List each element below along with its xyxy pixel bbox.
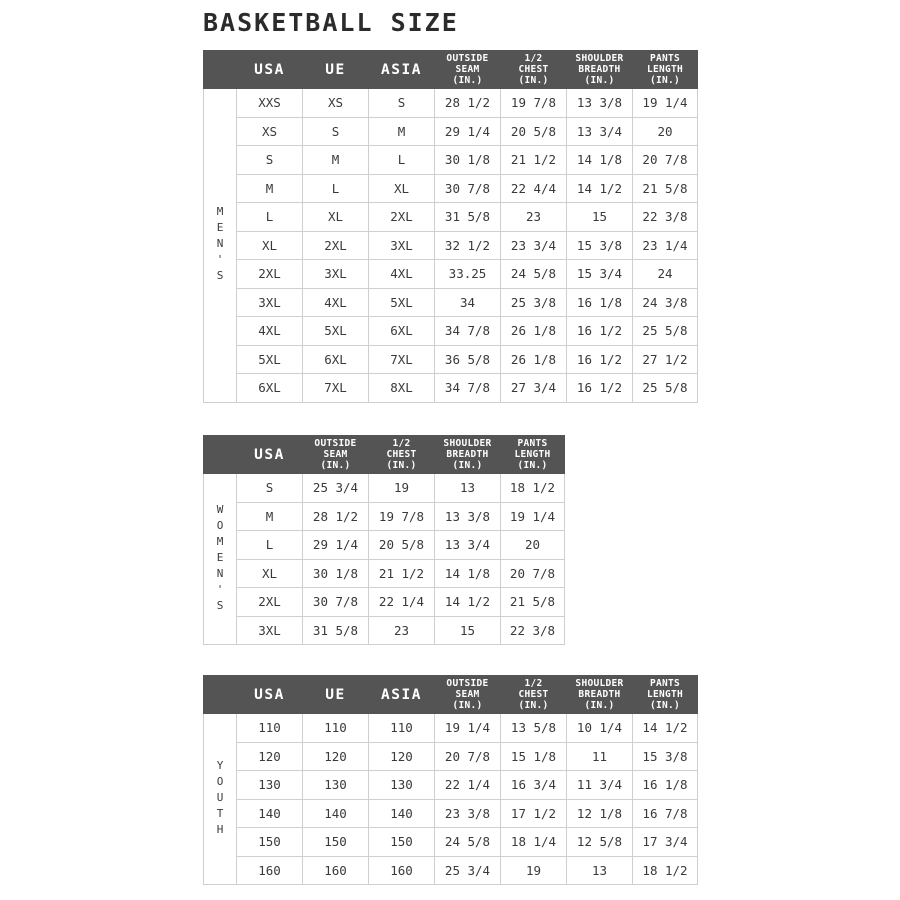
table-cell: 21 1/2 bbox=[369, 559, 435, 588]
column-header-sublabel: SEAM bbox=[455, 689, 480, 700]
table-cell: 20 bbox=[501, 531, 565, 560]
table-cell: 2XL bbox=[303, 231, 369, 260]
table-cell: 23 bbox=[501, 203, 567, 232]
table-cell: 31 5/8 bbox=[303, 616, 369, 645]
table-cell: XL bbox=[369, 174, 435, 203]
table-cell: 14 1/2 bbox=[435, 588, 501, 617]
table-cell: S bbox=[237, 146, 303, 175]
table-cell: 14 1/2 bbox=[567, 174, 633, 203]
column-header-label: ASIA bbox=[381, 686, 422, 703]
table-cell: 15 bbox=[435, 616, 501, 645]
table-cell: M bbox=[369, 117, 435, 146]
table-cell: 19 7/8 bbox=[501, 89, 567, 118]
mens-table-header bbox=[204, 51, 698, 89]
table-cell: XL bbox=[303, 203, 369, 232]
mens-column-header bbox=[237, 51, 303, 89]
table-cell: 19 7/8 bbox=[369, 502, 435, 531]
youth-column-header bbox=[567, 676, 633, 714]
table-cell: 15 1/8 bbox=[501, 742, 567, 771]
table-row bbox=[204, 799, 698, 828]
table-cell: 34 7/8 bbox=[435, 317, 501, 346]
youth-group-label bbox=[204, 714, 237, 885]
column-header-sublabel: BREADTH bbox=[578, 689, 621, 700]
table-row bbox=[204, 828, 698, 857]
table-cell: 19 bbox=[501, 856, 567, 885]
table-cell: 24 3/8 bbox=[633, 288, 698, 317]
table-cell: 130 bbox=[303, 771, 369, 800]
table-cell: 30 1/8 bbox=[303, 559, 369, 588]
table-row bbox=[204, 588, 565, 617]
table-row bbox=[204, 288, 698, 317]
table-cell: 15 3/8 bbox=[633, 742, 698, 771]
table-cell: 120 bbox=[237, 742, 303, 771]
table-cell: 130 bbox=[369, 771, 435, 800]
column-header-sublabel: (IN.) bbox=[452, 460, 483, 471]
table-cell: 14 1/2 bbox=[633, 714, 698, 743]
column-header-label: 1/2 bbox=[524, 678, 543, 689]
page-title: BASKETBALL SIZE bbox=[203, 8, 459, 37]
table-cell: 15 3/8 bbox=[567, 231, 633, 260]
table-cell: 30 7/8 bbox=[435, 174, 501, 203]
youth-table-header bbox=[204, 676, 698, 714]
table-cell: 16 1/2 bbox=[567, 317, 633, 346]
column-header-sublabel: BREADTH bbox=[446, 449, 489, 460]
table-cell: 160 bbox=[303, 856, 369, 885]
table-cell: 4XL bbox=[369, 260, 435, 289]
table-row bbox=[204, 742, 698, 771]
mens-header-corner bbox=[204, 51, 237, 89]
youth-column-header bbox=[501, 676, 567, 714]
table-cell: 150 bbox=[303, 828, 369, 857]
table-cell: 140 bbox=[237, 799, 303, 828]
column-header-sublabel: CHEST bbox=[386, 449, 417, 460]
table-cell: 2XL bbox=[369, 203, 435, 232]
table-cell: 8XL bbox=[369, 374, 435, 403]
header-row bbox=[204, 51, 698, 89]
group-label-text: YOUTH bbox=[213, 759, 227, 839]
table-cell: 29 1/4 bbox=[435, 117, 501, 146]
youth-header-corner bbox=[204, 676, 237, 714]
mens-size-table bbox=[203, 50, 698, 403]
column-header-label: PANTS bbox=[649, 53, 681, 64]
table-cell: L bbox=[369, 146, 435, 175]
table-cell: 7XL bbox=[369, 345, 435, 374]
table-cell: 21 5/8 bbox=[633, 174, 698, 203]
table-cell: 19 1/4 bbox=[633, 89, 698, 118]
youth-column-header bbox=[303, 676, 369, 714]
table-cell: 18 1/2 bbox=[633, 856, 698, 885]
column-header-sublabel: LENGTH bbox=[514, 449, 551, 460]
table-cell: 23 3/4 bbox=[501, 231, 567, 260]
table-cell: 120 bbox=[369, 742, 435, 771]
table-cell: 11 3/4 bbox=[567, 771, 633, 800]
table-row bbox=[204, 714, 698, 743]
column-header-sublabel: (IN.) bbox=[517, 460, 548, 471]
group-label-text: WOMEN'S bbox=[213, 503, 227, 615]
column-header-sublabel: (IN.) bbox=[584, 700, 615, 711]
table-cell: XS bbox=[303, 89, 369, 118]
womens-table-header bbox=[204, 436, 565, 474]
table-cell: 24 bbox=[633, 260, 698, 289]
column-header-sublabel: (IN.) bbox=[649, 75, 681, 86]
table-cell: 25 3/4 bbox=[303, 474, 369, 503]
column-header-label: UE bbox=[325, 61, 346, 78]
table-cell: S bbox=[369, 89, 435, 118]
column-header-sublabel: CHEST bbox=[518, 689, 549, 700]
table-cell: 25 3/4 bbox=[435, 856, 501, 885]
table-cell: 20 7/8 bbox=[633, 146, 698, 175]
womens-size-table bbox=[203, 435, 565, 645]
table-cell: 120 bbox=[303, 742, 369, 771]
table-cell: L bbox=[237, 531, 303, 560]
table-cell: 20 5/8 bbox=[369, 531, 435, 560]
table-cell: 18 1/4 bbox=[501, 828, 567, 857]
table-cell: 24 5/8 bbox=[435, 828, 501, 857]
table-cell: 23 3/8 bbox=[435, 799, 501, 828]
womens-table-body bbox=[204, 474, 565, 645]
mens-column-header bbox=[567, 51, 633, 89]
table-cell: 3XL bbox=[237, 288, 303, 317]
mens-column-header bbox=[303, 51, 369, 89]
table-cell: 23 bbox=[369, 616, 435, 645]
table-cell: 12 1/8 bbox=[567, 799, 633, 828]
header-row bbox=[204, 436, 565, 474]
header-row bbox=[204, 676, 698, 714]
table-cell: 23 1/4 bbox=[633, 231, 698, 260]
mens-column-header bbox=[501, 51, 567, 89]
table-cell: 6XL bbox=[237, 374, 303, 403]
table-cell: 13 3/8 bbox=[435, 502, 501, 531]
womens-column-header bbox=[237, 436, 303, 474]
column-header-label: SHOULDER bbox=[443, 438, 492, 449]
table-cell: 13 3/8 bbox=[567, 89, 633, 118]
table-cell: 29 1/4 bbox=[303, 531, 369, 560]
youth-column-header bbox=[237, 676, 303, 714]
table-cell: 25 5/8 bbox=[633, 317, 698, 346]
table-cell: 30 7/8 bbox=[303, 588, 369, 617]
table-cell: 27 3/4 bbox=[501, 374, 567, 403]
table-row bbox=[204, 374, 698, 403]
table-cell: 110 bbox=[303, 714, 369, 743]
column-header-sublabel: BREADTH bbox=[578, 64, 621, 75]
table-cell: 13 3/4 bbox=[567, 117, 633, 146]
table-cell: 110 bbox=[369, 714, 435, 743]
table-cell: 28 1/2 bbox=[303, 502, 369, 531]
table-cell: 5XL bbox=[303, 317, 369, 346]
table-cell: 33.25 bbox=[435, 260, 501, 289]
table-cell: 16 7/8 bbox=[633, 799, 698, 828]
table-cell: 14 1/8 bbox=[567, 146, 633, 175]
table-cell: 16 3/4 bbox=[501, 771, 567, 800]
table-cell: L bbox=[237, 203, 303, 232]
table-cell: 20 5/8 bbox=[501, 117, 567, 146]
column-header-sublabel: (IN.) bbox=[386, 460, 417, 471]
table-cell: 140 bbox=[369, 799, 435, 828]
column-header-sublabel: (IN.) bbox=[518, 75, 549, 86]
youth-column-header bbox=[633, 676, 698, 714]
table-cell: 17 1/2 bbox=[501, 799, 567, 828]
table-cell: XL bbox=[237, 231, 303, 260]
mens-column-header bbox=[369, 51, 435, 89]
table-cell: 21 5/8 bbox=[501, 588, 565, 617]
table-cell: 19 1/4 bbox=[435, 714, 501, 743]
column-header-sublabel: LENGTH bbox=[646, 64, 684, 75]
table-cell: 17 3/4 bbox=[633, 828, 698, 857]
youth-column-header bbox=[369, 676, 435, 714]
table-cell: 20 bbox=[633, 117, 698, 146]
table-cell: 19 bbox=[369, 474, 435, 503]
table-cell: 22 4/4 bbox=[501, 174, 567, 203]
table-cell: 6XL bbox=[303, 345, 369, 374]
youth-size-table bbox=[203, 675, 698, 885]
table-row bbox=[204, 89, 698, 118]
womens-column-header bbox=[501, 436, 565, 474]
table-cell: 4XL bbox=[303, 288, 369, 317]
table-row bbox=[204, 260, 698, 289]
table-cell: 26 1/8 bbox=[501, 345, 567, 374]
column-header-sublabel: (IN.) bbox=[452, 700, 483, 711]
table-cell: 32 1/2 bbox=[435, 231, 501, 260]
table-cell: 26 1/8 bbox=[501, 317, 567, 346]
table-cell: 20 7/8 bbox=[435, 742, 501, 771]
column-header-label: PANTS bbox=[517, 438, 548, 449]
table-cell: 16 1/8 bbox=[567, 288, 633, 317]
column-header-label: SHOULDER bbox=[575, 53, 624, 64]
column-header-label: 1/2 bbox=[524, 53, 543, 64]
table-cell: 12 5/8 bbox=[567, 828, 633, 857]
table-cell: 15 bbox=[567, 203, 633, 232]
table-cell: 16 1/8 bbox=[633, 771, 698, 800]
table-cell: 22 1/4 bbox=[369, 588, 435, 617]
table-cell: 18 1/2 bbox=[501, 474, 565, 503]
table-cell: L bbox=[303, 174, 369, 203]
table-row bbox=[204, 117, 698, 146]
table-cell: S bbox=[237, 474, 303, 503]
table-cell: 140 bbox=[303, 799, 369, 828]
table-cell: M bbox=[237, 502, 303, 531]
column-header-label: PANTS bbox=[649, 678, 681, 689]
table-cell: 3XL bbox=[303, 260, 369, 289]
table-row bbox=[204, 559, 565, 588]
table-cell: 16 1/2 bbox=[567, 374, 633, 403]
column-header-sublabel: CHEST bbox=[518, 64, 549, 75]
column-header-label: OUTSIDE bbox=[446, 53, 489, 64]
table-row bbox=[204, 174, 698, 203]
column-header-label: SHOULDER bbox=[575, 678, 624, 689]
table-cell: M bbox=[237, 174, 303, 203]
column-header-label: USA bbox=[254, 61, 285, 78]
table-row bbox=[204, 146, 698, 175]
column-header-label: USA bbox=[254, 686, 285, 703]
table-cell: 19 1/4 bbox=[501, 502, 565, 531]
table-cell: 7XL bbox=[303, 374, 369, 403]
table-cell: 13 3/4 bbox=[435, 531, 501, 560]
column-header-label: 1/2 bbox=[392, 438, 411, 449]
table-row bbox=[204, 502, 565, 531]
column-header-sublabel: (IN.) bbox=[320, 460, 351, 471]
table-cell: 5XL bbox=[237, 345, 303, 374]
table-cell: 24 5/8 bbox=[501, 260, 567, 289]
table-cell: 25 5/8 bbox=[633, 374, 698, 403]
table-cell: XL bbox=[237, 559, 303, 588]
table-cell: S bbox=[303, 117, 369, 146]
table-cell: 13 bbox=[567, 856, 633, 885]
table-cell: 2XL bbox=[237, 588, 303, 617]
column-header-label: ASIA bbox=[381, 61, 422, 78]
table-cell: XXS bbox=[237, 89, 303, 118]
column-header-label: USA bbox=[254, 446, 285, 463]
table-cell: 160 bbox=[369, 856, 435, 885]
youth-column-header bbox=[435, 676, 501, 714]
table-cell: M bbox=[303, 146, 369, 175]
table-cell: 160 bbox=[237, 856, 303, 885]
table-cell: 3XL bbox=[369, 231, 435, 260]
table-row bbox=[204, 771, 698, 800]
column-header-sublabel: SEAM bbox=[323, 449, 348, 460]
table-cell: 5XL bbox=[369, 288, 435, 317]
mens-table-body bbox=[204, 89, 698, 403]
table-row bbox=[204, 856, 698, 885]
table-row bbox=[204, 203, 698, 232]
womens-column-header bbox=[435, 436, 501, 474]
table-cell: 16 1/2 bbox=[567, 345, 633, 374]
table-cell: 2XL bbox=[237, 260, 303, 289]
table-cell: 28 1/2 bbox=[435, 89, 501, 118]
mens-column-header bbox=[435, 51, 501, 89]
column-header-sublabel: SEAM bbox=[455, 64, 480, 75]
table-cell: 22 3/8 bbox=[633, 203, 698, 232]
table-cell: 6XL bbox=[369, 317, 435, 346]
table-cell: 34 bbox=[435, 288, 501, 317]
column-header-sublabel: (IN.) bbox=[649, 700, 681, 711]
table-cell: 27 1/2 bbox=[633, 345, 698, 374]
table-cell: 150 bbox=[369, 828, 435, 857]
mens-group-label bbox=[204, 89, 237, 403]
table-cell: 130 bbox=[237, 771, 303, 800]
table-cell: XS bbox=[237, 117, 303, 146]
table-cell: 20 7/8 bbox=[501, 559, 565, 588]
column-header-sublabel: LENGTH bbox=[646, 689, 684, 700]
table-cell: 3XL bbox=[237, 616, 303, 645]
table-row bbox=[204, 474, 565, 503]
table-cell: 11 bbox=[567, 742, 633, 771]
column-header-label: OUTSIDE bbox=[446, 678, 489, 689]
table-cell: 36 5/8 bbox=[435, 345, 501, 374]
column-header-label: OUTSIDE bbox=[314, 438, 357, 449]
table-cell: 13 bbox=[435, 474, 501, 503]
table-row bbox=[204, 345, 698, 374]
table-row bbox=[204, 231, 698, 260]
table-cell: 13 5/8 bbox=[501, 714, 567, 743]
womens-column-header bbox=[369, 436, 435, 474]
youth-table-body bbox=[204, 714, 698, 885]
column-header-label: UE bbox=[325, 686, 346, 703]
table-cell: 22 1/4 bbox=[435, 771, 501, 800]
table-cell: 25 3/8 bbox=[501, 288, 567, 317]
table-cell: 10 1/4 bbox=[567, 714, 633, 743]
table-cell: 30 1/8 bbox=[435, 146, 501, 175]
mens-column-header bbox=[633, 51, 698, 89]
table-row bbox=[204, 616, 565, 645]
table-cell: 34 7/8 bbox=[435, 374, 501, 403]
table-cell: 4XL bbox=[237, 317, 303, 346]
table-cell: 110 bbox=[237, 714, 303, 743]
womens-header-corner bbox=[204, 436, 237, 474]
column-header-sublabel: (IN.) bbox=[452, 75, 483, 86]
table-cell: 15 3/4 bbox=[567, 260, 633, 289]
table-row bbox=[204, 531, 565, 560]
table-cell: 14 1/8 bbox=[435, 559, 501, 588]
table-cell: 31 5/8 bbox=[435, 203, 501, 232]
table-cell: 21 1/2 bbox=[501, 146, 567, 175]
womens-column-header bbox=[303, 436, 369, 474]
group-label-text: MEN'S bbox=[213, 205, 227, 286]
table-row bbox=[204, 317, 698, 346]
table-cell: 22 3/8 bbox=[501, 616, 565, 645]
column-header-sublabel: (IN.) bbox=[584, 75, 615, 86]
womens-group-label bbox=[204, 474, 237, 645]
table-cell: 150 bbox=[237, 828, 303, 857]
column-header-sublabel: (IN.) bbox=[518, 700, 549, 711]
